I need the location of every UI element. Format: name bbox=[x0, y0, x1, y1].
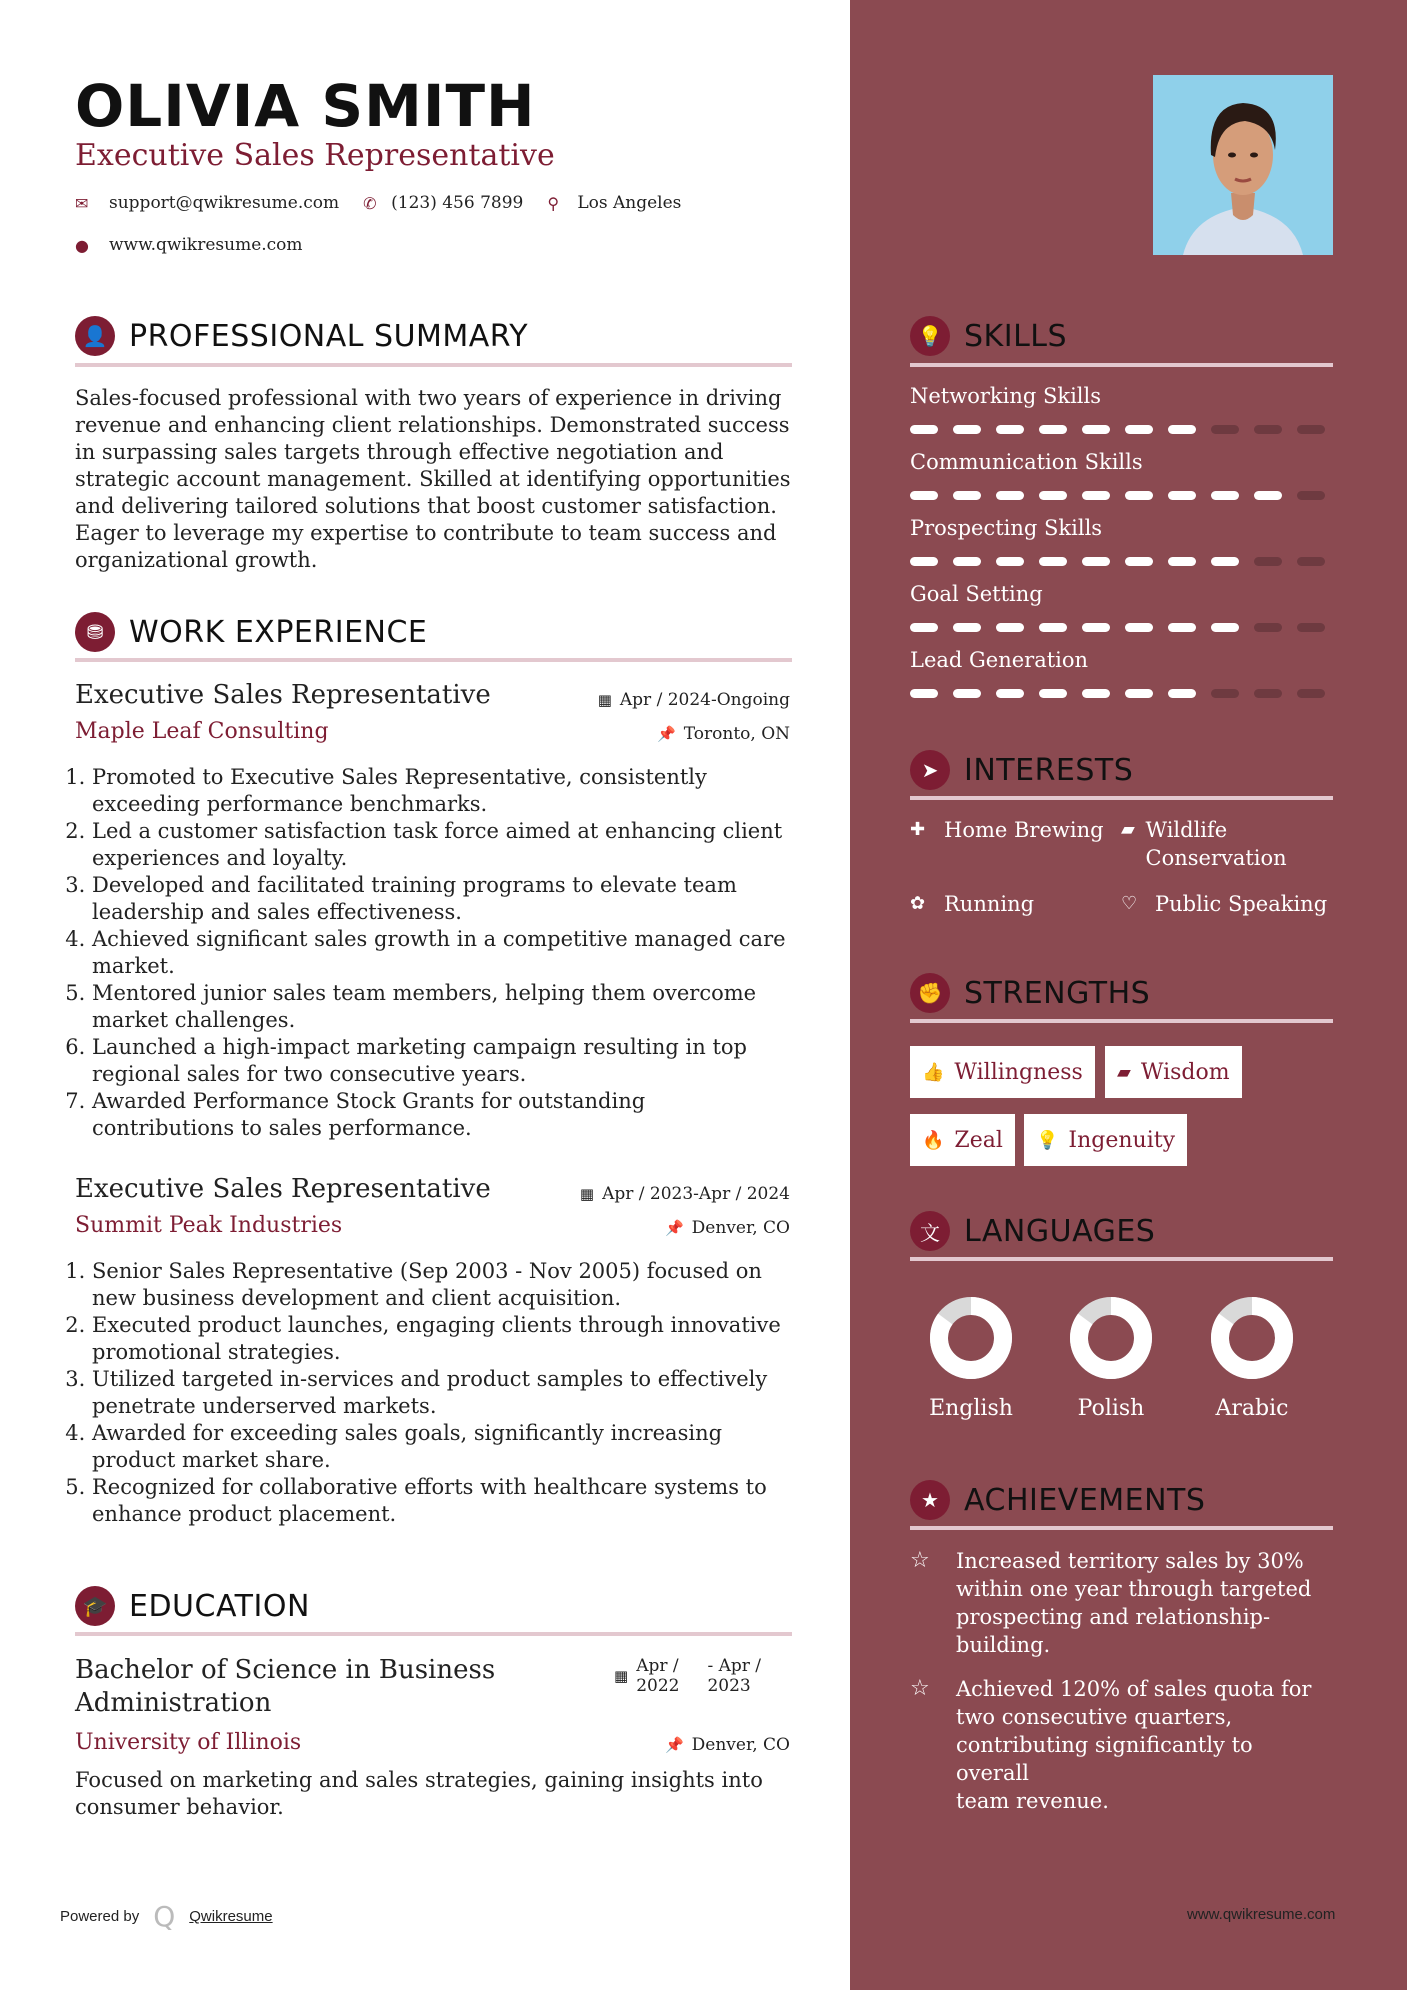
job-dates: ▦ Apr / 2024-Ongoing bbox=[597, 690, 790, 710]
skill-dot bbox=[953, 557, 981, 566]
skill-dot bbox=[953, 425, 981, 434]
job-location: 📌 Toronto, ON bbox=[657, 724, 790, 744]
skill-dot bbox=[1211, 491, 1239, 500]
skill-dot bbox=[953, 689, 981, 698]
list-item: 3. Utilized targeted in-services and product samples to effectively penetrate underserved markets. bbox=[92, 1366, 792, 1420]
interest-item: ✚ Home Brewing bbox=[910, 818, 1104, 842]
skill-dot bbox=[910, 623, 938, 632]
calendar-icon: ▦ bbox=[614, 1667, 629, 1685]
summary-text bbox=[75, 385, 805, 574]
skill-dot bbox=[996, 425, 1024, 434]
interest-item: ▰ Wildlife Conservation bbox=[1121, 818, 1287, 870]
envelope-icon: ✉ bbox=[75, 193, 89, 213]
list-item: 4. Achieved significant sales growth in a competitive managed care market. bbox=[92, 926, 792, 980]
job-location: 📌 Denver, CO bbox=[664, 1218, 790, 1238]
strengths-heading: STRENGTHS bbox=[964, 975, 1151, 1011]
interests-heading: INTERESTS bbox=[964, 752, 1134, 788]
skill-dot bbox=[1168, 491, 1196, 500]
email-text[interactable]: support@qwikresume.com bbox=[109, 193, 340, 213]
list-item: 3. Developed and facilitated training programs to elevate team leadership and sales effectiveness. bbox=[92, 872, 792, 926]
strengths-header bbox=[910, 973, 1150, 1013]
skill-dot bbox=[1254, 425, 1282, 434]
summary-divider bbox=[75, 363, 792, 367]
skill-dot bbox=[1039, 689, 1067, 698]
skill-level-bar bbox=[910, 425, 1340, 434]
job-bullets bbox=[92, 764, 792, 1142]
languages-divider bbox=[910, 1257, 1333, 1261]
job-company: Summit Peak Industries bbox=[75, 1213, 343, 1238]
job-title: Executive Sales Representative bbox=[75, 1174, 491, 1204]
skill-dot bbox=[910, 557, 938, 566]
achievements-divider bbox=[910, 1526, 1333, 1530]
skill-dot bbox=[953, 623, 981, 632]
skill-dot bbox=[910, 425, 938, 434]
experience-divider bbox=[75, 658, 792, 662]
shooting-star-icon: ☆ bbox=[910, 1548, 930, 1573]
skill-dot bbox=[1125, 689, 1153, 698]
summary-heading: PROFESSIONAL SUMMARY bbox=[129, 318, 529, 354]
footer-powered bbox=[60, 1900, 273, 1933]
skill-dot bbox=[996, 689, 1024, 698]
list-item: 7. Awarded Performance Stock Grants for outstanding contributions to sales performance. bbox=[92, 1088, 792, 1142]
interest-item: ✿ Running bbox=[910, 892, 1035, 916]
strength-chip: ▰ Wisdom bbox=[1105, 1046, 1242, 1098]
skill-dot bbox=[1297, 557, 1325, 566]
list-item: 2. Led a customer satisfaction task force aimed at enhancing client experiences and loyalty. bbox=[92, 818, 792, 872]
brand-link[interactable]: Qwikresume bbox=[189, 1908, 273, 1925]
education-divider bbox=[75, 1632, 792, 1636]
map-marker-icon: ⚲ bbox=[547, 193, 560, 213]
interests-header bbox=[910, 750, 1133, 790]
paw-icon: ✿ bbox=[910, 893, 926, 914]
skill-dot bbox=[1168, 557, 1196, 566]
skill-dot bbox=[1297, 425, 1325, 434]
skill-dot bbox=[1254, 491, 1282, 500]
briefcase-icon: ⛃ bbox=[75, 612, 115, 652]
skill-dot bbox=[1082, 491, 1110, 500]
language-ring bbox=[929, 1296, 1013, 1380]
interests-divider bbox=[910, 796, 1333, 800]
skill-dot bbox=[1211, 689, 1239, 698]
list-item: 1. Senior Sales Representative (Sep 2003 - Nov 2005) focused on new business development and client acquisition. bbox=[92, 1258, 792, 1312]
skill-dot bbox=[1125, 491, 1153, 500]
pin-icon: 📌 bbox=[657, 725, 676, 743]
language-ring bbox=[1069, 1296, 1153, 1380]
education-location: 📌 Denver, CO bbox=[664, 1735, 790, 1755]
location-text: Los Angeles bbox=[577, 193, 682, 213]
skill-dot bbox=[1039, 491, 1067, 500]
skill-dot bbox=[996, 491, 1024, 500]
achievements-header bbox=[910, 1480, 1205, 1520]
summary-line: and delivering tailored solutions that boost customer satisfaction. bbox=[75, 494, 777, 518]
strength-chip: 💡 Ingenuity bbox=[1024, 1114, 1187, 1166]
skill-name: Communication Skills bbox=[910, 450, 1143, 474]
skill-dot bbox=[996, 623, 1024, 632]
skill-level-bar bbox=[910, 491, 1340, 500]
summary-line: Sales-focused professional with two years of experience in driving bbox=[75, 386, 782, 410]
footer-site[interactable]: www.qwikresume.com bbox=[1187, 1906, 1336, 1923]
skill-dot bbox=[1082, 425, 1110, 434]
skill-name: Networking Skills bbox=[910, 384, 1102, 408]
skill-dot bbox=[1254, 557, 1282, 566]
language-icon: 文 bbox=[910, 1211, 950, 1251]
summary-line: in surpassing sales targets through effective negotiation and bbox=[75, 440, 724, 464]
skill-dot bbox=[1082, 557, 1110, 566]
contact-row bbox=[75, 193, 705, 213]
candidate-name: OLIVIA SMITH bbox=[75, 72, 536, 140]
skill-dot bbox=[1125, 425, 1153, 434]
skill-dot bbox=[1211, 557, 1239, 566]
fist-icon: ✊ bbox=[910, 973, 950, 1013]
languages-header bbox=[910, 1211, 1155, 1251]
shooting-star-icon: ☆ bbox=[910, 1676, 930, 1701]
heartbeat-icon: ♡ bbox=[1121, 893, 1138, 914]
candidate-title: Executive Sales Representative bbox=[75, 138, 555, 173]
school-name: University of Illinois bbox=[75, 1730, 302, 1755]
profile-photo-svg bbox=[1153, 75, 1333, 255]
skill-name: Lead Generation bbox=[910, 648, 1089, 672]
list-item: 6. Launched a high-impact marketing campaign resulting in top regional sales for two consecutive years. bbox=[92, 1034, 792, 1088]
fire-icon: 🔥 bbox=[922, 1129, 945, 1151]
skill-name: Goal Setting bbox=[910, 582, 1043, 606]
skills-header bbox=[910, 316, 1067, 356]
summary-header bbox=[75, 316, 528, 356]
list-item: 5. Mentored junior sales team members, helping them overcome market challenges. bbox=[92, 980, 792, 1034]
job-title: Executive Sales Representative bbox=[75, 680, 491, 710]
summary-line: revenue and enhancing client relationships. Demonstrated success bbox=[75, 413, 790, 437]
puzzle-icon: ✚ bbox=[910, 819, 926, 840]
skill-level-bar bbox=[910, 689, 1340, 698]
skill-dot bbox=[1125, 557, 1153, 566]
list-item: 1. Promoted to Executive Sales Representative, consistently exceeding performance benchmarks. bbox=[92, 764, 792, 818]
book-icon: ▰ bbox=[1121, 819, 1135, 840]
experience-heading: WORK EXPERIENCE bbox=[129, 614, 428, 650]
skill-dot bbox=[1297, 491, 1325, 500]
strength-chip: 🔥 Zeal bbox=[910, 1114, 1015, 1166]
summary-line: organizational growth. bbox=[75, 548, 318, 572]
achievement-item: ☆ Achieved 120% of sales quota for two consecutive quarters, contributing significantly to overall team revenue. bbox=[910, 1676, 1312, 1813]
skill-dot bbox=[1254, 623, 1282, 632]
skill-level-bar bbox=[910, 557, 1340, 566]
skill-dot bbox=[1297, 623, 1325, 632]
language-name: Polish bbox=[1077, 1396, 1145, 1421]
language-name: Arabic bbox=[1215, 1396, 1289, 1421]
skill-dot bbox=[1211, 623, 1239, 632]
job-company: Maple Leaf Consulting bbox=[75, 719, 329, 744]
languages-heading: LANGUAGES bbox=[964, 1213, 1156, 1249]
skill-dot bbox=[996, 557, 1024, 566]
strength-chip: 👍 Willingness bbox=[910, 1046, 1095, 1098]
website-link[interactable]: www.qwikresume.com bbox=[109, 235, 303, 255]
profile-photo bbox=[1153, 75, 1333, 255]
education-header bbox=[75, 1586, 310, 1626]
achievement-item: ☆ Increased territory sales by 30% within one year through targeted prospecting and relationship- building. bbox=[910, 1548, 1312, 1657]
summary-line: strategic account management. Skilled at identifying opportunities bbox=[75, 467, 791, 491]
skill-dot bbox=[1297, 689, 1325, 698]
pin-icon: 📌 bbox=[664, 1736, 684, 1754]
language-ring bbox=[1210, 1296, 1294, 1380]
phone-icon: ✆ bbox=[363, 193, 377, 213]
job-bullets bbox=[92, 1258, 792, 1528]
skill-dot bbox=[953, 491, 981, 500]
skill-dot bbox=[1039, 557, 1067, 566]
skills-heading: SKILLS bbox=[964, 318, 1068, 354]
skill-dot bbox=[910, 689, 938, 698]
strengths-divider bbox=[910, 1019, 1333, 1023]
calendar-icon: ▦ bbox=[579, 1185, 595, 1203]
qwikresume-logo: Q bbox=[153, 1900, 176, 1933]
website-row bbox=[75, 235, 327, 255]
skill-dot bbox=[910, 491, 938, 500]
user-icon: 👤 bbox=[75, 316, 115, 356]
powered-by-text: Powered by bbox=[60, 1908, 140, 1925]
list-item: 2. Executed product launches, engaging clients through innovative promotional strategies. bbox=[92, 1312, 792, 1366]
graduation-icon: 🎓 bbox=[75, 1586, 115, 1626]
pin-icon: 📌 bbox=[664, 1219, 684, 1237]
skill-dot bbox=[1125, 623, 1153, 632]
summary-line: Eager to leverage my expertise to contribute to team success and bbox=[75, 521, 777, 545]
skill-dot bbox=[1254, 689, 1282, 698]
experience-header bbox=[75, 612, 427, 652]
skill-dot bbox=[1039, 623, 1067, 632]
skill-dot bbox=[1168, 623, 1196, 632]
star-icon: ★ bbox=[910, 1480, 950, 1520]
phone-text: (123) 456 7899 bbox=[391, 193, 524, 213]
list-item: 5. Recognized for collaborative efforts with healthcare systems to enhance product placement. bbox=[92, 1474, 792, 1528]
education-dates: ▦ Apr / 2022 - Apr / 2023 bbox=[614, 1656, 762, 1696]
skills-divider bbox=[910, 363, 1333, 367]
achievements-heading: ACHIEVEMENTS bbox=[964, 1482, 1206, 1518]
lightbulb-icon: 💡 bbox=[1036, 1129, 1059, 1151]
education-heading: EDUCATION bbox=[129, 1588, 310, 1624]
skill-dot bbox=[1082, 623, 1110, 632]
globe-icon: ● bbox=[75, 235, 89, 255]
calendar-icon: ▦ bbox=[597, 691, 612, 709]
skill-dot bbox=[1082, 689, 1110, 698]
degree-title: Bachelor of Science in Business Administration bbox=[75, 1655, 496, 1718]
skill-level-bar bbox=[910, 623, 1340, 632]
skill-dot bbox=[1039, 425, 1067, 434]
skill-dot bbox=[1211, 425, 1239, 434]
book-icon: ▰ bbox=[1117, 1061, 1131, 1083]
language-name: English bbox=[929, 1396, 1013, 1421]
paper-plane-icon: ➤ bbox=[910, 750, 950, 790]
skill-dot bbox=[1168, 425, 1196, 434]
lightbulb-icon: 💡 bbox=[910, 316, 950, 356]
skill-dot bbox=[1168, 689, 1196, 698]
skill-name: Prospecting Skills bbox=[910, 516, 1103, 540]
interest-item: ♡ Public Speaking bbox=[1121, 892, 1328, 916]
education-description: Focused on marketing and sales strategies, gaining insights into consumer behavior. bbox=[75, 1768, 763, 1819]
job-dates: ▦ Apr / 2023-Apr / 2024 bbox=[579, 1184, 790, 1204]
thumbs-up-icon: 👍 bbox=[922, 1061, 945, 1083]
list-item: 4. Awarded for exceeding sales goals, significantly increasing product market share. bbox=[92, 1420, 792, 1474]
